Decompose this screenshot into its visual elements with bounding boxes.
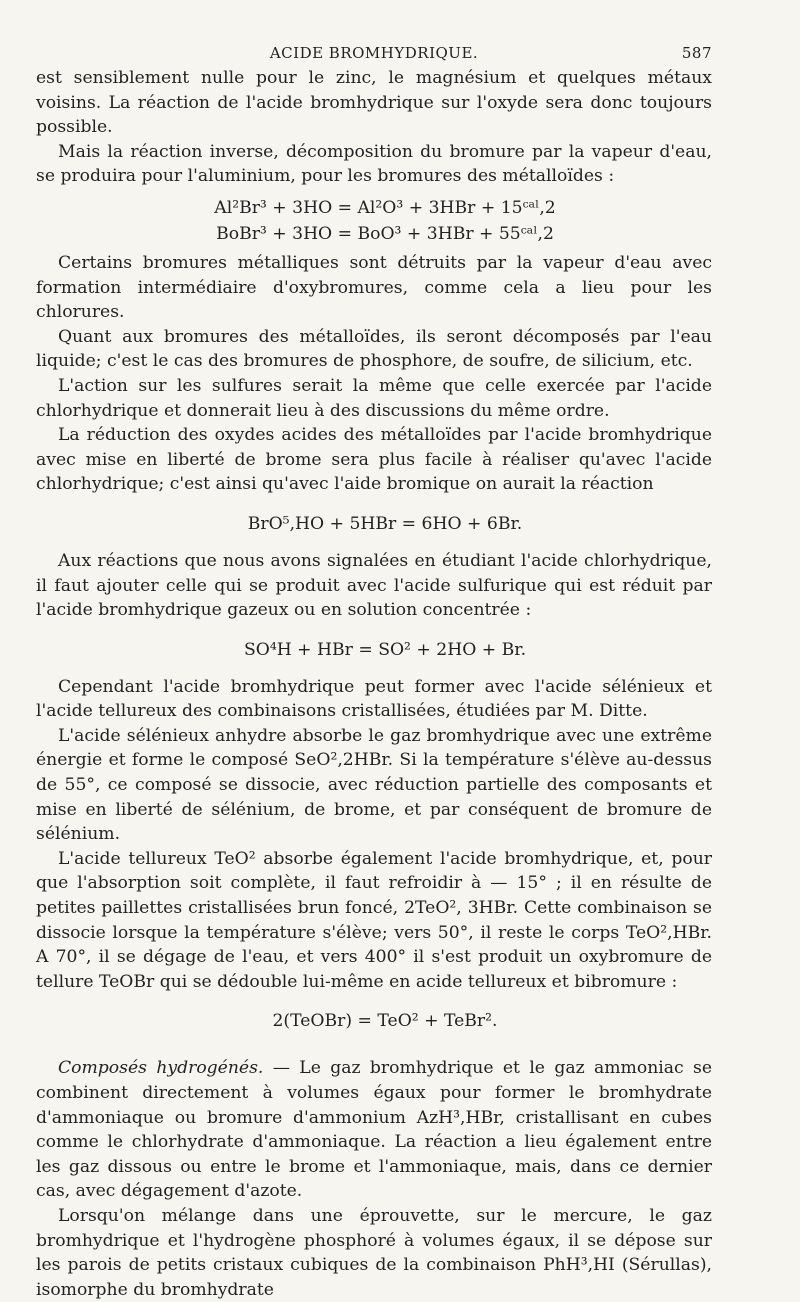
equation: 2(TeOBr) = TeO² + TeBr². (272, 1011, 498, 1032)
running-header (36, 40, 712, 66)
paragraph: Lorsqu'on mélange dans une éprouvette, sur le mercure, le gaz bromhydrique et l'hydrogène phosphoré à volumes égaux, il se dépose sur les parois de petits cristaux cubiques de la combinaison PhH³,HI (Sérullas), isomorphe du bromhydrate (36, 1205, 712, 1300)
section-text: — Le gaz bromhydrique et le gaz ammoniac se combinent directement à volumes égaux pour former le bromhydrate d'ammoniaque ou bromure d'ammonium AzH³,HBr, cristallisant en cubes comme le chlorhydrate d'ammoniaque. La réaction a lieu également entre les gaz dissous ou entre le brome et l'ammoniaque, mais, dans ce dernier cas, avec dégagement d'azote. (36, 1058, 712, 1202)
section-title: Composés hydrogénés. (58, 1058, 264, 1079)
paragraph: La réduction des oxydes acides des métalloïdes par l'acide bromhydrique avec mise en liberté de brome sera plus facile à réaliser qu'avec l'acide chlorhydrique; c'est ainsi qu'avec l'aide bromique on aurait la réaction (36, 425, 712, 495)
equation: BoBr³ + 3HO = BoO³ + 3HBr + 55ᶜᵃˡ,2 (216, 223, 554, 244)
equation: SO⁴H + HBr = SO² + 2HO + Br. (243, 639, 527, 660)
body-text (36, 66, 712, 1302)
running-title: ACIDE BROMHYDRIQUE. (269, 44, 479, 62)
paragraph: Mais la réaction inverse, décomposition du bromure par la vapeur d'eau, se produira pour l'aluminium, pour les bromures des métalloïdes : (36, 141, 712, 187)
paragraph: L'acide tellureux TeO² absorbe également l'acide bromhydrique, et, pour que l'absorption soit complète, il faut refroidir à — 15° ; il en résulte de petites paillettes cristallisées brun foncé, 2TeO², 3HBr. Cette combinaison se dissocie lorsque la température s'élève; vers 50°, il reste le corps TeO²,HBr. A 70°, il se dégage de l'eau, et vers 400° il s'est produit un oxybromure de tellure TeOBr qui se dédouble lui-même en acide tellureux et bibromure : (36, 848, 712, 992)
paragraph: Cependant l'acide bromhydrique peut former avec l'acide sélénieux et l'acide tellureux des combinaisons cristallisées, étudiées par M. Ditte. (36, 676, 712, 722)
equation: BrO⁵,HO + 5HBr = 6HO + 6Br. (247, 513, 523, 534)
paragraph (36, 1056, 712, 1204)
paragraph: Quant aux bromures des métalloïdes, ils seront décomposés par l'eau liquide; c'est le cas des bromures de phosphore, de soufre, de silicium, etc. (36, 326, 712, 372)
paragraph: Aux réactions que nous avons signalées en étudiant l'acide chlorhydrique, il faut ajouter celle qui se produit avec l'acide sulfurique qui est réduit par l'acide bromhydrique gazeux ou en solution concentrée : (36, 550, 712, 621)
paragraph: L'acide sélénieux anhydre absorbe le gaz bromhydrique avec une extrême énergie et forme le composé SeO²,2HBr. Si la température s'élève au-dessus de 55°, ce composé se dissocie, avec réduction partielle des composants et mise en liberté de sélénium, de brome, et par conséquent de bromure de sélénium. (36, 725, 712, 845)
paragraph: Certains bromures métalliques sont détruits par la vapeur d'eau avec formation intermédiaire d'oxybromures, comme cela a lieu pour les chlorures. (36, 252, 712, 323)
paragraph: L'action sur les sulfures serait la même que celle exercée par l'acide chlorhydrique et donnerait lieu à des discussions du même ordre. (36, 375, 712, 421)
equation: Al²Br³ + 3HO = Al²O³ + 3HBr + 15ᶜᵃˡ,2 (214, 197, 556, 218)
paragraph: est sensiblement nulle pour le zinc, le magnésium et quelques métaux voisins. La réaction de l'acide bromhydrique sur l'oxyde sera donc toujours possible. (36, 68, 712, 138)
page-number: 587 (681, 44, 712, 62)
